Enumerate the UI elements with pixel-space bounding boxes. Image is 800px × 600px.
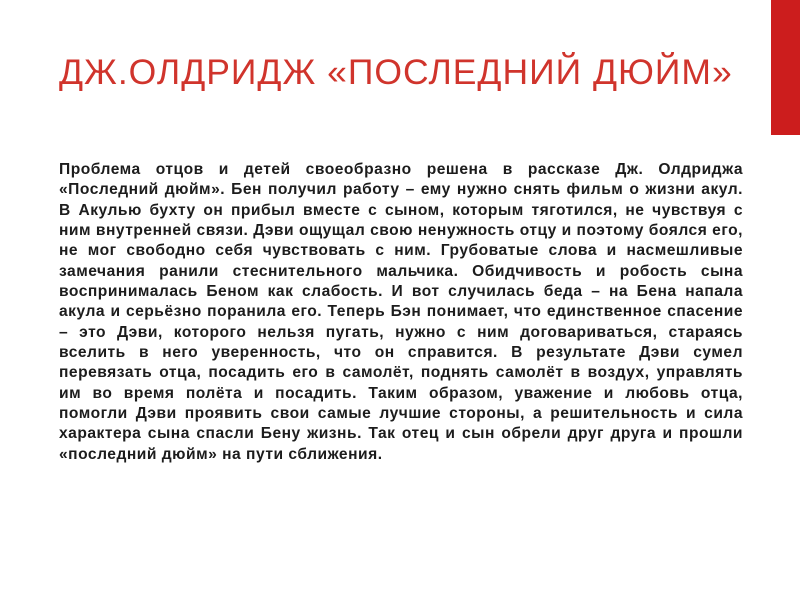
slide-body-text: Проблема отцов и детей своеобразно решена в рассказе Дж. Олдриджа «Последний дюйм». Бен получил работу – ему нужно снять фильм о жизни акул. В Акулью бухту он прибыл вместе с сыном, которым тяготился, не чувствуя с ним внутренней связи. Дэви ощущал свою ненужность отцу и поэтому боялся его, не мог свободно себя чувствовать с ним. Грубоватые слова и насмешливые замечания ранили стеснительного мальчика. Обидчивость и робость сына воспринималась Беном как слабость. И вот случилась беда – на Бена напала акула и серьёзно поранила его. Теперь Бэн понимает, что единственное спасение – это Дэви, которого нельзя пугать, нужно с ним договариваться, стараясь вселить в него уверенность, что он справится. В результате Дэви сумел перевязать отца, посадить его в самолёт, поднять самолёт в воздух, управлять им во время полёта и посадить. Таким образом, уважение и любовь отца, помогли Дэви проявить свои самые лучшие стороны, а решительность и сила характера сына спасли Бену жизнь. Так отец и сын обрели друг друга и прошли «последний дюйм» на пути сближения.	[59, 161, 743, 463]
slide-title: ДЖ.ОЛДРИДЖ «ПОСЛЕДНИЙ ДЮЙМ»	[59, 52, 733, 92]
accent-bar	[771, 0, 800, 135]
